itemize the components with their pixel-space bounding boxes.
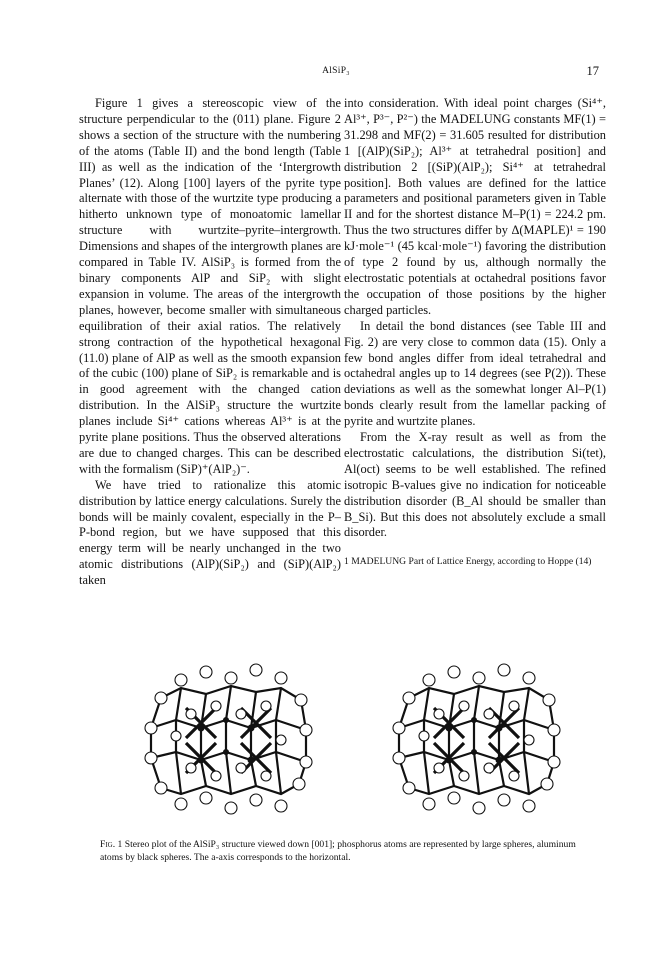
figure-caption (100, 838, 580, 864)
stereo-plot-figure (79, 650, 594, 828)
stereo-plot-image (79, 650, 594, 828)
page-header (0, 66, 672, 80)
paragraph: We have tried to rationalize this atomic distribution by lattice energy calculations. Surely the bonds will be mainly covalent, especially in the P–P-bond region, but we have supposed that this energy term will be nearly unchanged in the two atomic distributions (AlP)(SiP₂) and (SiP)(AlP₂) taken (79, 477, 341, 588)
page-number: 17 (586, 64, 599, 78)
caption-text: Stereo plot of the AlSiP₃ structure viewed down [001]; phosphorus atoms are represented by large spheres, aluminum atoms by black spheres. The a-axis corresponds to the horizontal. (100, 839, 576, 863)
stereo-view-left (145, 664, 312, 814)
left-column (79, 96, 341, 589)
paragraph: Figure 1 gives a stereoscopic view of the structure perpendicular to the (011) plane. Figure 2 shows a section of the structure with the numbering of the atoms (Table II) and the bond length (Table III) as well as the indication of the ‘Intergrowth Planes’ (12). Along [100] layers of the pyrite type alternate with those of the wurtzite type producing a hitherto unknown type of monoatomic lamellar structure with wurtzite–pyrite–intergrowth. Dimensions and shapes of the intergrowth planes are compared in Table IV. AlSiP₃ is formed from the binary components AlP and SiP₂ with slight expansion in volume. The areas of the intergrowth planes, however, become smaller with simultaneous equilibration of their axial ratios. The relatively strong contraction of the hypothetical hexagonal (11.0) plane of AlP as well as the smooth expansion of the cubic (100) plane of SiP₂ is remarkable and is in good agreement with the changed cation distribution. In the AlSiP₃ structure the wurtzite planes include Si⁴⁺ cations whereas Al³⁺ is at the pyrite plane positions. Thus the observed alterations are due to changed charges. This can be described with the formalism (SiP)⁺(AlP₂)⁻. (79, 96, 341, 476)
running-title: AlSiP₃ (322, 66, 350, 76)
right-column (344, 96, 606, 568)
paragraph: From the X-ray result as well as from the electrostatic calculations, the distribution Si(tet), Al(oct) seems to be well established. The refined isotropic B-values give no indication for noticeable distribution disorder (B_Al should be smaller than B_Si). But this does not absolutely exclude a small disorder. (344, 430, 606, 540)
stereo-view-right (393, 664, 560, 814)
footnote: 1 MADELUNG Part of Lattice Energy, according to Hoppe (14) (344, 556, 592, 568)
caption-label: Fig. 1 (100, 839, 123, 850)
paragraph: into consideration. With ideal point charges (Si⁴⁺, Al³⁺, P³⁻, P²⁻) the MADELUNG constants MF(1) = 31.298 and MF(2) = 31.605 resulted for distribution 1 [(AlP)(SiP₂); Al³⁺ at tetrahedral position] and distribution 2 [(SiP)(AlP₂); Si⁴⁺ at tetrahedral position]. Both values are defined for the lattice parameters and positional parameters given in Table II and for the shortest distance M–P(1) = 224.2 pm. Thus the two structures differ by Δ(MAPLE)¹ = 190 kJ·mole⁻¹ (45 kcal·mole⁻¹) favoring the distribution of type 2 found by us, although normally the electrostatic potentials at octahedral positions favor the occupation of those positions by the higher charged particles. (344, 96, 606, 317)
paragraph: In detail the bond distances (see Table III and Fig. 2) are very close to common data (15). Only a few bond angles differ from ideal tetrahedral and octahedral angles up to 14 degrees (see P(2)). These deviations as well as the somewhat longer Al–P(1) bonds clearly result from the lamellar packing of pyrite and wurtzite planes. (344, 318, 606, 429)
